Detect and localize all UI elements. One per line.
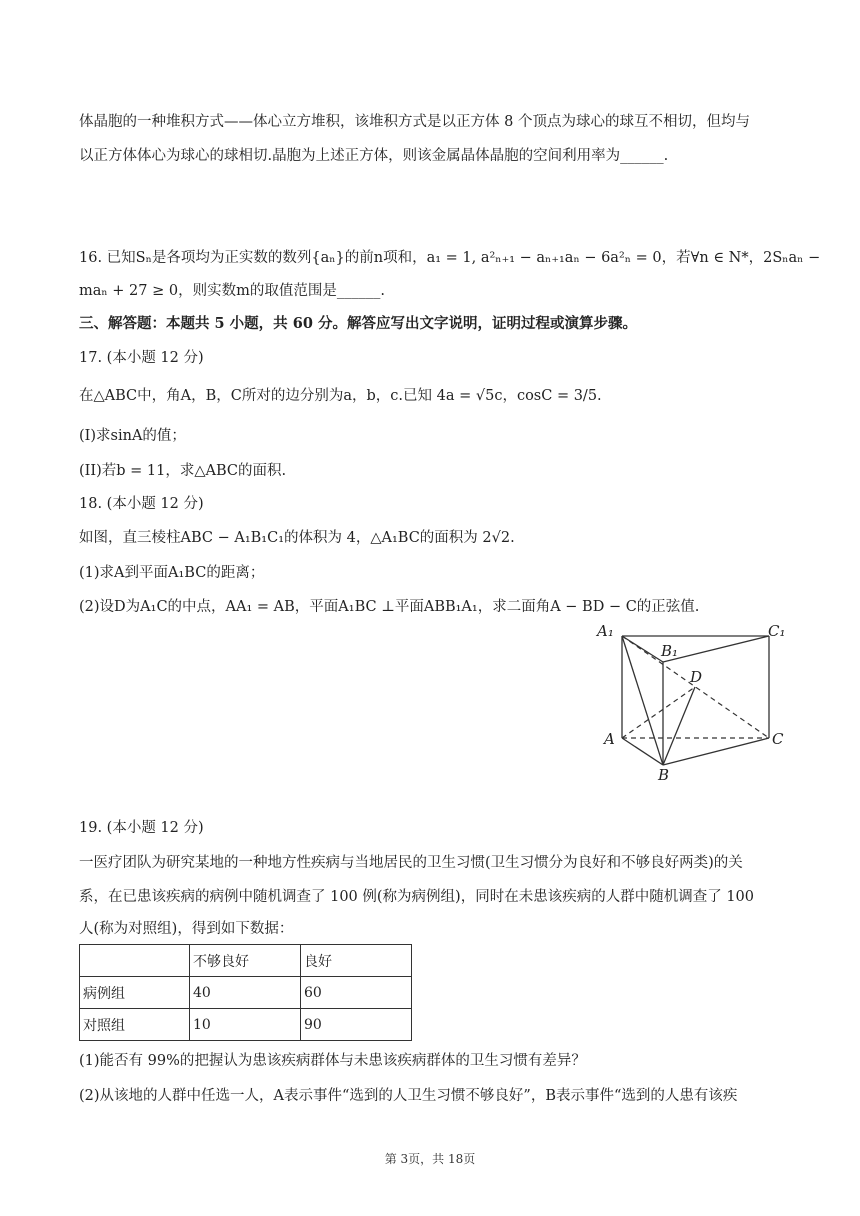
edge-b-c [663,738,769,765]
question-18-part-2: (2)设D为A₁C的中点，AA₁ = AB，平面A₁BC ⊥平面ABB₁A₁，求二面角A − BD − C的正弦值. [79,599,700,615]
edge-b-d [663,687,695,765]
question-19-part-1: (1)能否有 99%的把握认为患该疾病群体与未患该疾病群体的卫生习惯有差异？ [79,1053,586,1069]
label-c1: C₁ [768,622,786,640]
table-cell: 病例组 [80,977,190,1009]
edge-a1-b [622,636,663,765]
question-17-part-2: (II)若b = 11，求△ABC的面积. [79,463,287,479]
question-16-line-1: 16. 已知Sₙ是各项均为正实数的数列{aₙ}的前n项和，a₁ = 1, a²ₙ₊₁ − aₙ₊₁aₙ − 6a²ₙ = 0，若∀n ∈ N*，2Sₙaₙ − [79,250,821,266]
question-19-header: 19. (本小题 12 分) [79,820,204,836]
question-18-header: 18. (本小题 12 分) [79,496,204,512]
section-heading: 三、解答题：本题共 5 小题，共 60 分。解答应写出文字说明，证明过程或演算步骤。 [79,315,637,332]
table-header-cell [80,945,190,977]
label-d: D [690,668,703,686]
question-16-line-2: maₙ + 27 ≥ 0，则实数m的取值范围是______. [79,283,385,299]
label-c: C [772,730,784,748]
table-header-row [80,945,412,977]
table-cell: 40 [190,977,301,1009]
page-footer: 第 3页，共 18页 [384,1152,476,1166]
question-19-part-2: (2)从该地的人群中任选一人，A表示事件“选到的人卫生习惯不够良好”，B表示事件“选到的人患有该疾 [79,1088,738,1104]
table-row [80,977,412,1009]
edge-a-b [622,738,663,765]
continuation-line-1: 体晶胞的一种堆积方式——体心立方堆积，该堆积方式是以正方体 8 个顶点为球心的球互不相切，但均与 [79,114,750,130]
table-header-cell: 良好 [301,945,412,977]
table-row [80,1009,412,1041]
question-18-part-1: (1)求A到平面A₁BC的距离； [79,565,265,581]
question-18-stem: 如图，直三棱柱ABC − A₁B₁C₁的体积为 4，△A₁BC的面积为 2√2. [79,530,515,546]
table-cell: 90 [301,1009,412,1041]
label-a: A [604,730,615,748]
table-header-cell: 不够良好 [190,945,301,977]
question-19-stem-line-1: 一医疗团队为研究某地的一种地方性疾病与当地居民的卫生习惯(卫生习惯分为良好和不够良好两类)的关 [79,855,743,871]
table-cell: 10 [190,1009,301,1041]
data-table [79,944,412,1041]
edge-a1-c-dashed [622,636,769,738]
label-a1: A₁ [597,622,614,640]
table-cell: 对照组 [80,1009,190,1041]
continuation-line-2: 以正方体体心为球心的球相切.晶胞为上述正方体，则该金属晶体晶胞的空间利用率为______. [79,148,669,164]
question-17-stem: 在△ABC中，角A，B，C所对的边分别为a，b，c.已知 4a = √5c，cosC = 3/5. [79,388,602,404]
edge-b1-c1 [663,636,769,662]
table-cell: 60 [301,977,412,1009]
question-19-stem-line-3: 人(称为对照组)，得到如下数据： [79,921,294,937]
label-b1: B₁ [661,642,679,660]
question-19-stem-line-2: 系，在已患该疾病的病例中随机调查了 100 例(称为病例组)，同时在未患该疾病的人群中随机调查了 100 [79,889,754,905]
label-b: B [658,766,670,784]
prism-figure [595,622,795,787]
question-17-header: 17. (本小题 12 分) [79,350,204,366]
question-17-part-1: (I)求sinA的值； [79,428,186,444]
edge-a1-b1 [622,636,663,662]
